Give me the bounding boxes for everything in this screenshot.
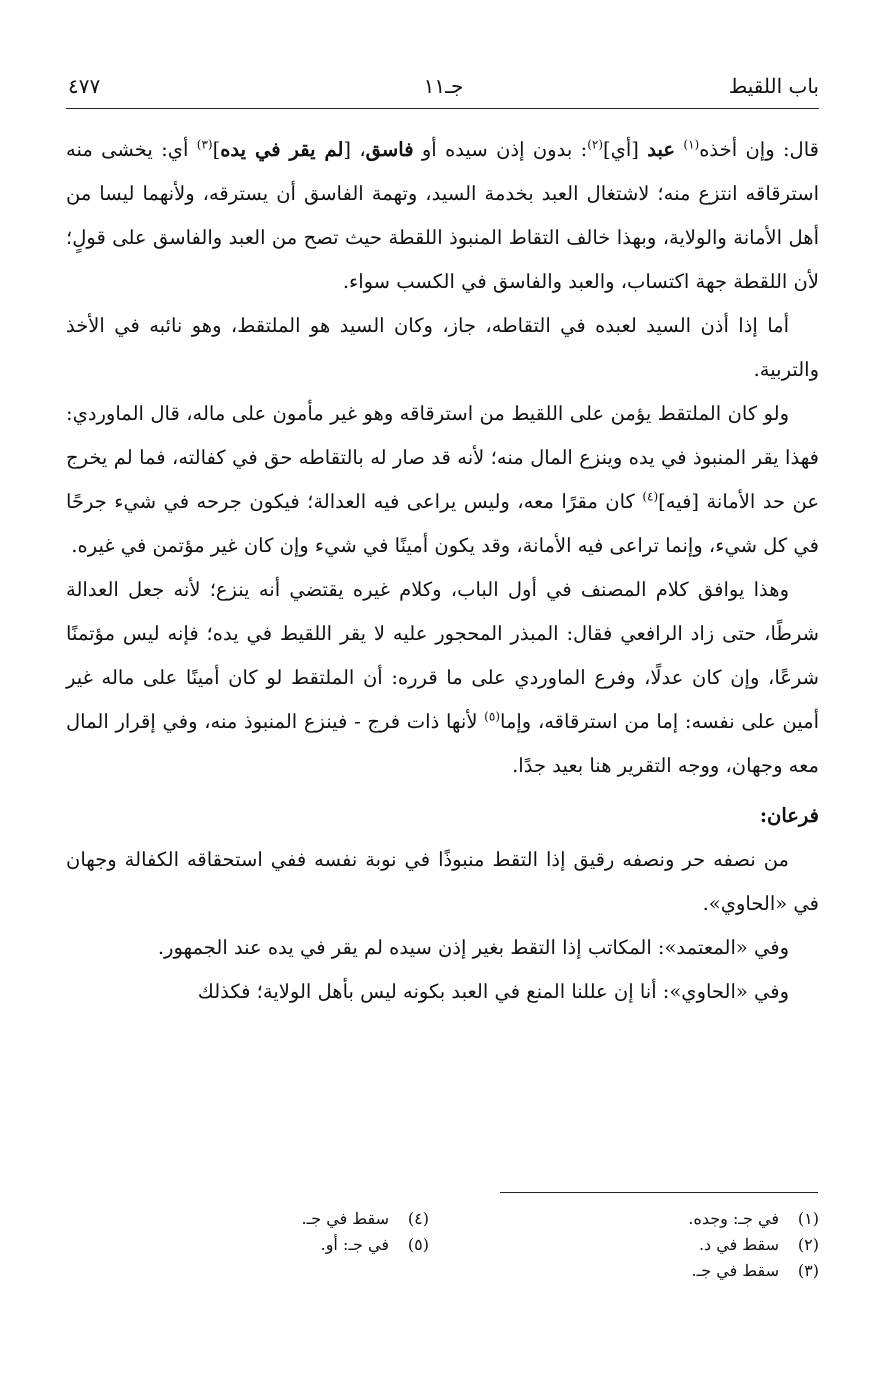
bold-term: عبد (647, 138, 676, 161)
paragraph-5: من نصفه حر ونصفه رقيق إذا التقط منبوذًا في نوبة نفسه ففي استحقاقه الكفالة وجهان في «الحاوي». (66, 848, 819, 915)
text-run: [أي] (603, 138, 648, 161)
footnote-ref-2: (٢) (587, 137, 604, 152)
footnote-2 (569, 1232, 819, 1258)
section-heading: فرعان: (759, 804, 819, 827)
footnote-text: في جـ: وجده. (688, 1209, 779, 1228)
footnote-number: (٤) (407, 1209, 429, 1228)
footnotes-column-left (179, 1206, 429, 1258)
chapter-title: باب اللقيط (728, 74, 819, 98)
footnote-number: (٥) (407, 1235, 429, 1254)
footnote-1 (569, 1206, 819, 1232)
footnote-divider (500, 1192, 818, 1193)
paragraph-1 (66, 128, 819, 304)
bold-term: فاسق (365, 138, 414, 161)
footnote-number: (٢) (797, 1235, 819, 1254)
paragraph-6: وفي «المعتمد»: المكاتب إذا التقط بغير إذن سيده لم يقر في يده عند الجمهور. (157, 936, 789, 959)
footnote-text: في جـ: أو. (320, 1235, 389, 1254)
footnote-ref-5: (٥) (484, 709, 500, 724)
text-run: ] (212, 138, 221, 161)
text-run: : بدون إذن سيده أو (413, 138, 588, 161)
paragraph-7: وفي «الحاوي»: أنا إن عللنا المنع في العبد بكونه ليس بأهل الولاية؛ فكذلك (197, 980, 789, 1003)
paragraph-4 (66, 568, 819, 788)
text-run: كان مقرًا معه، وليس يراعى فيه العدالة؛ فيكون جرحه في شيء جرحًا في كل شيء، وإنما تراعى فيه الأمانة، وقد يكون أمينًا في شيء وإن كان غير مؤتمن في غيره. (66, 490, 819, 557)
footnote-number: (٣) (797, 1261, 819, 1280)
footnotes-column-right (569, 1206, 819, 1284)
footnote-ref-3: (٣) (196, 137, 213, 152)
paragraph-2: أما إذا أذن السيد لعبده في التقاطه، جاز، وكان السيد هو الملتقط، وهو نائبه في الأخذ والتربية. (66, 314, 819, 381)
footnote-ref-4: (٤) (642, 489, 659, 504)
paragraph-3 (66, 392, 819, 568)
main-text (66, 128, 819, 1014)
text-run: ، [ (343, 138, 366, 161)
text-run: وهذا يوافق كلام المصنف في أول الباب، وكلام غيره يقتضي أنه ينزع؛ لأنه جعل العدالة شرطًا، حتى زاد الرافعي فقال: المبذر المحجور عليه لا يقر اللقيط في يده؛ فإنه ليس مؤتمنًا شرعًا، وإن كان عدلًا، وفرع الماوردي على ما قرره: أن الملتقط لو كان أمينًا على ماله غير أمين على نفسه: إما من استرقاقه، وإما (66, 578, 820, 733)
page-number: ٤٧٧ (68, 74, 101, 98)
text-run: لأنها ذات فرج - فينزع المنبوذ منه، وفي إقرار المال معه وجهان، ووجه التقرير هنا بعيد جدًا. (66, 710, 819, 777)
running-header (68, 68, 819, 104)
footnote-ref-1: (١) (683, 137, 700, 152)
header-divider (66, 108, 819, 109)
bold-term: لم يقر في يده (220, 138, 344, 161)
footnote-text: سقط في د. (698, 1235, 779, 1254)
footnote-4 (179, 1206, 429, 1232)
footnote-text: سقط في جـ. (691, 1261, 779, 1280)
text-run: أي: يخشى منه استرقاقه انتزع منه؛ لاشتغال العبد بخدمة السيد، وتهمة الفاسق أن يسترقه، ولأنهما ليسا من أهل الأمانة والولاية، وبهذا خالف التقاط المنبوذ اللقطة حيث تصح من العبد والفاسق على قولٍ؛ لأن اللقطة جهة اكتساب، والعبد والفاسق في الكسب سواء. (66, 138, 819, 293)
text-run: ولو كان الملتقط يؤمن على اللقيط من استرقاقه وهو غير مأمون على ماله، قال الماوردي: فهذا يقر المنبوذ في يده وينزع المال منه؛ لأنه قد صار له بالتقاطه حق في كفالته، فما لم يخرج عن حد الأمانة [فيه] (66, 402, 819, 513)
volume-label: جـ١١ (423, 74, 464, 98)
footnote-5 (179, 1232, 429, 1258)
footnote-3 (569, 1258, 819, 1284)
footnote-number: (١) (797, 1209, 819, 1228)
footnote-text: سقط في جـ. (301, 1209, 389, 1228)
text-run: قال: وإن أخذه (699, 138, 819, 161)
